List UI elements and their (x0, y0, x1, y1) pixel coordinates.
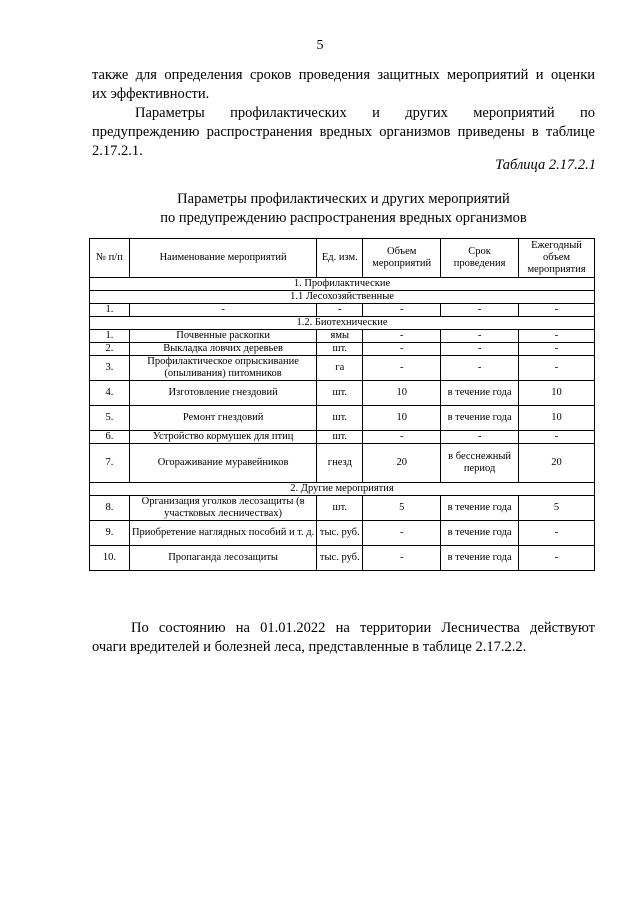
cell-annual: - (519, 431, 595, 444)
subsection-header: 1.1 Лесохозяйственные (90, 291, 595, 304)
cell-annual: - (519, 330, 595, 343)
cell-annual: 20 (519, 444, 595, 483)
cell-term: - (441, 356, 519, 381)
cell-name: Ремонт гнездовий (129, 406, 316, 431)
cell-unit: шт. (317, 343, 363, 356)
cell-num: 3. (90, 356, 130, 381)
table-title-line-1: Параметры профилактических и других мероприятий (177, 191, 510, 207)
header-name: Наименование мероприятий (129, 239, 316, 278)
cell-volume: 20 (363, 444, 441, 483)
cell-unit: гнезд (317, 444, 363, 483)
table-row (90, 444, 595, 483)
table-row (90, 546, 595, 571)
paragraph-2-line-1: Параметры профилактических и других мероприятий по (135, 105, 595, 121)
cell-volume: - (363, 343, 441, 356)
section-header: 2. Другие мероприятия (90, 483, 595, 496)
cell-unit: га (317, 356, 363, 381)
cell-volume: 10 (363, 381, 441, 406)
cell-annual: - (519, 356, 595, 381)
cell-unit: шт. (317, 496, 363, 521)
cell-annual: 10 (519, 406, 595, 431)
cell-num: 6. (90, 431, 130, 444)
cell-term: - (441, 431, 519, 444)
cell-volume: 10 (363, 406, 441, 431)
table-title (92, 190, 595, 228)
cell-name: Выкладка ловчих деревьев (129, 343, 316, 356)
table-header-row (90, 239, 595, 278)
page-number: 5 (316, 38, 324, 53)
header-volume: Объем мероприятий (363, 239, 441, 278)
cell-unit: шт. (317, 381, 363, 406)
cell-term: - (441, 343, 519, 356)
paragraph-2-line-2: предупреждению распространения вредных организмов приведены в таблице (92, 124, 595, 140)
cell-num: 8. (90, 496, 130, 521)
cell-name: Пропаганда лесозащиты (129, 546, 316, 571)
cell-name: - (129, 304, 316, 317)
cell-unit: тыс. руб. (317, 546, 363, 571)
table-caption: Таблица 2.17.2.1 (495, 157, 596, 173)
paragraph-3-line-1: По состоянию на 01.01.2022 на территории Лесничества действуют (131, 620, 595, 636)
cell-num: 5. (90, 406, 130, 431)
cell-num: 10. (90, 546, 130, 571)
cell-term: в течение года (441, 406, 519, 431)
subsection-header: 1.2. Биотехнические (90, 317, 595, 330)
cell-name: Почвенные раскопки (129, 330, 316, 343)
paragraph-3-line-2: очаги вредителей и болезней леса, представленные в таблице 2.17.2.2. (92, 639, 527, 655)
cell-term: в бесснежный период (441, 444, 519, 483)
table-row (90, 521, 595, 546)
header-annual: Ежегодный объем мероприятия (519, 239, 595, 278)
cell-unit: шт. (317, 431, 363, 444)
table-row (90, 496, 595, 521)
cell-term: в течение года (441, 381, 519, 406)
cell-unit: ямы (317, 330, 363, 343)
table-row (90, 304, 595, 317)
cell-volume: - (363, 304, 441, 317)
cell-unit: - (317, 304, 363, 317)
header-unit: Ед. изм. (317, 239, 363, 278)
table-row (90, 356, 595, 381)
cell-term: в течение года (441, 546, 519, 571)
cell-volume: - (363, 356, 441, 381)
cell-term: в течение года (441, 496, 519, 521)
cell-num: 1. (90, 330, 130, 343)
cell-annual: - (519, 521, 595, 546)
cell-name: Изготовление гнездовий (129, 381, 316, 406)
table-row (90, 431, 595, 444)
cell-num: 2. (90, 343, 130, 356)
cell-term: в течение года (441, 521, 519, 546)
cell-annual: - (519, 546, 595, 571)
paragraph-1-line-2: их эффективности. (92, 86, 210, 102)
measures-table (89, 238, 595, 571)
header-num: № п/п (90, 239, 130, 278)
cell-name: Устройство кормушек для птиц (129, 431, 316, 444)
cell-unit: шт. (317, 406, 363, 431)
cell-annual: - (519, 343, 595, 356)
section-header: 1. Профилактические (90, 278, 595, 291)
cell-volume: 5 (363, 496, 441, 521)
cell-annual: - (519, 304, 595, 317)
cell-num: 4. (90, 381, 130, 406)
table-row (90, 406, 595, 431)
cell-num: 9. (90, 521, 130, 546)
cell-name: Профилактическое опрыскивание (опыливания) питомников (129, 356, 316, 381)
header-term: Срок проведения (441, 239, 519, 278)
table-title-line-2: по предупреждению распространения вредных организмов (160, 210, 527, 226)
paragraph-2-line-3: 2.17.2.1. (92, 143, 143, 159)
cell-num: 7. (90, 444, 130, 483)
table-row (90, 330, 595, 343)
cell-name: Организация уголков лесозащиты (в участковых лесничествах) (129, 496, 316, 521)
cell-volume: - (363, 330, 441, 343)
cell-unit: тыс. руб. (317, 521, 363, 546)
cell-num: 1. (90, 304, 130, 317)
cell-volume: - (363, 546, 441, 571)
table-row (90, 343, 595, 356)
paragraph-1-line-1: также для определения сроков проведения защитных мероприятий и оценки (92, 67, 595, 83)
cell-volume: - (363, 431, 441, 444)
cell-name: Приобретение наглядных пособий и т. д. (129, 521, 316, 546)
cell-term: - (441, 330, 519, 343)
cell-annual: 10 (519, 381, 595, 406)
table-row (90, 381, 595, 406)
cell-annual: 5 (519, 496, 595, 521)
cell-term: - (441, 304, 519, 317)
cell-volume: - (363, 521, 441, 546)
cell-name: Огораживание муравейников (129, 444, 316, 483)
